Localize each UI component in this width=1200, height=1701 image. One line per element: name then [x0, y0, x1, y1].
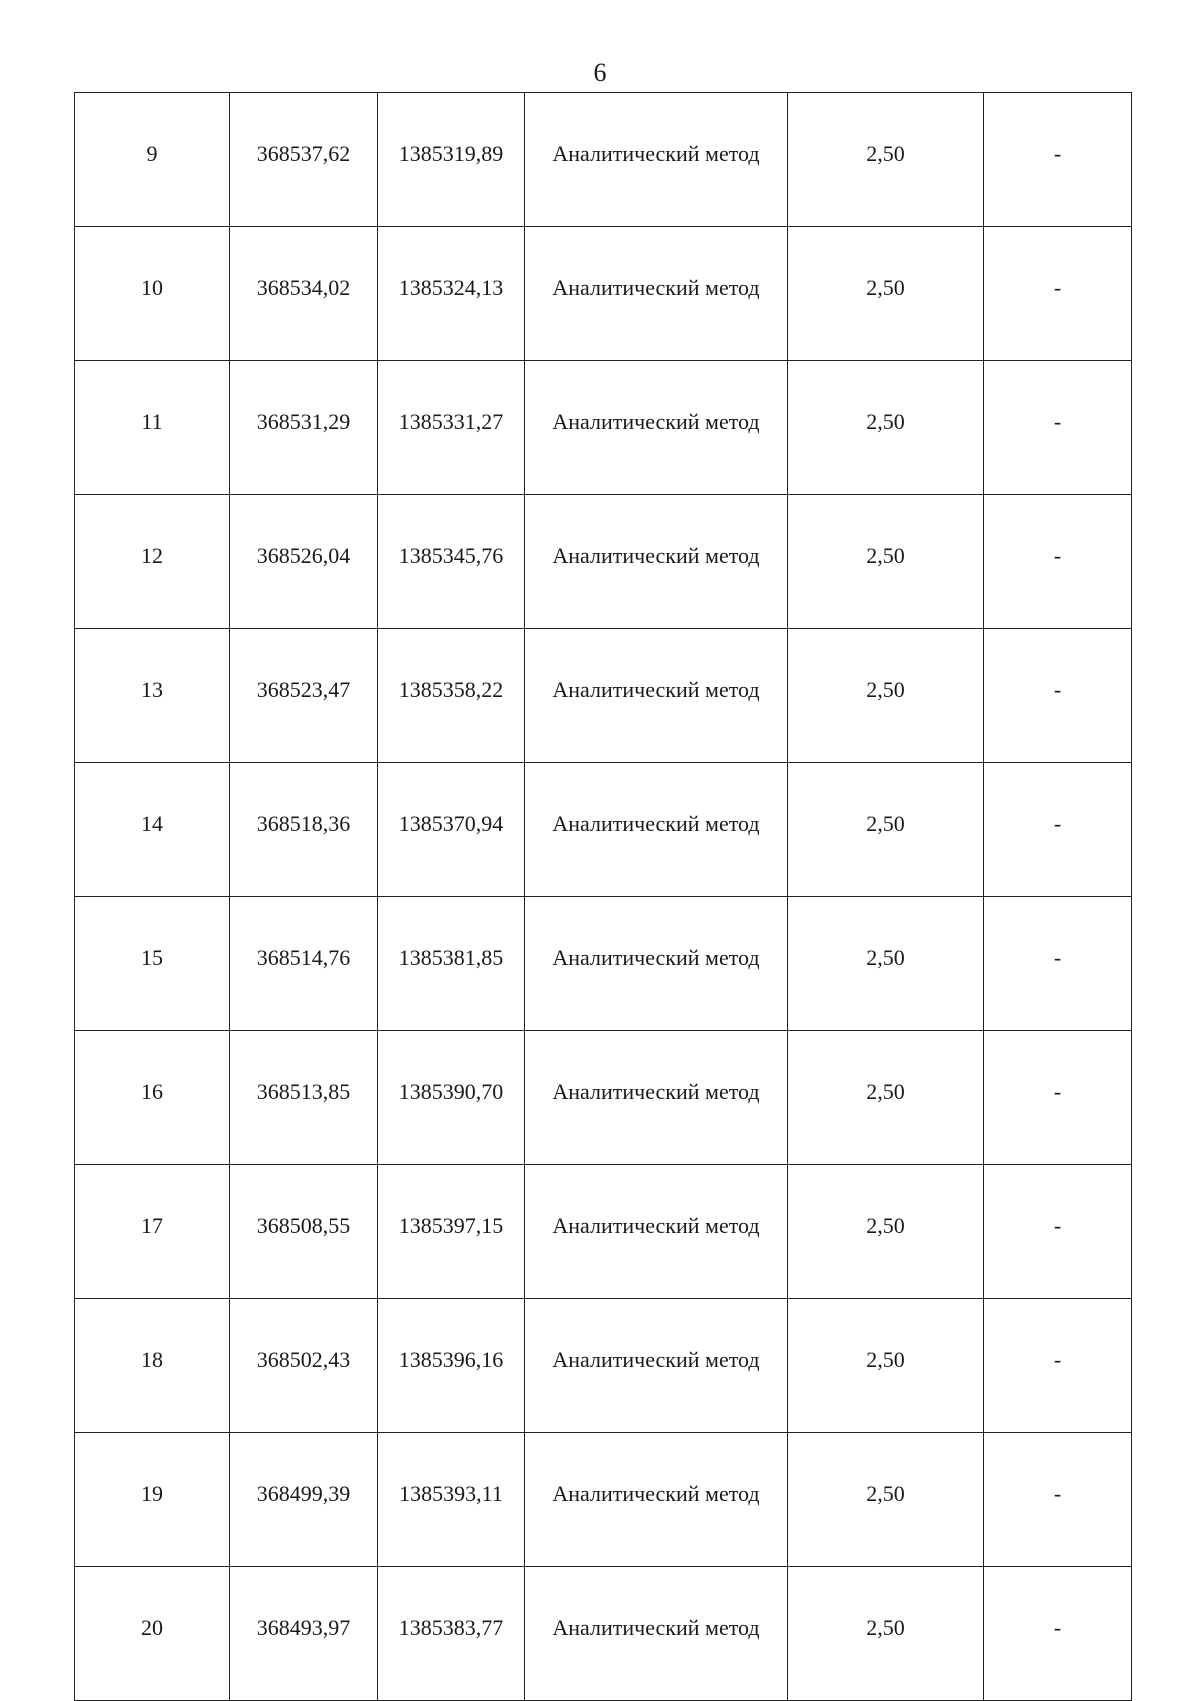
point-number-cell: 10: [75, 227, 230, 361]
point-number-cell: 16: [75, 1031, 230, 1165]
y-coordinate-cell: 1385396,16: [378, 1299, 525, 1433]
table-row: [75, 763, 1132, 897]
x-coordinate-cell: 368518,36: [230, 763, 378, 897]
point-number-cell: 12: [75, 495, 230, 629]
accuracy-cell: 2,50: [788, 1567, 984, 1701]
y-coordinate-cell: 1385319,89: [378, 93, 525, 227]
point-number-cell: 17: [75, 1165, 230, 1299]
x-coordinate-cell: 368523,47: [230, 629, 378, 763]
coordinates-table-body: [75, 93, 1132, 1701]
x-coordinate-cell: 368526,04: [230, 495, 378, 629]
note-cell: -: [984, 361, 1132, 495]
method-cell: Аналитический метод: [525, 629, 788, 763]
y-coordinate-cell: 1385381,85: [378, 897, 525, 1031]
y-coordinate-cell: 1385345,76: [378, 495, 525, 629]
table-row: [75, 361, 1132, 495]
accuracy-cell: 2,50: [788, 629, 984, 763]
method-cell: Аналитический метод: [525, 227, 788, 361]
method-cell: Аналитический метод: [525, 1433, 788, 1567]
y-coordinate-cell: 1385370,94: [378, 763, 525, 897]
table-row: [75, 93, 1132, 227]
x-coordinate-cell: 368531,29: [230, 361, 378, 495]
accuracy-cell: 2,50: [788, 361, 984, 495]
note-cell: -: [984, 495, 1132, 629]
x-coordinate-cell: 368493,97: [230, 1567, 378, 1701]
accuracy-cell: 2,50: [788, 897, 984, 1031]
x-coordinate-cell: 368513,85: [230, 1031, 378, 1165]
method-cell: Аналитический метод: [525, 1299, 788, 1433]
y-coordinate-cell: 1385390,70: [378, 1031, 525, 1165]
table-row: [75, 629, 1132, 763]
note-cell: -: [984, 897, 1132, 1031]
point-number-cell: 14: [75, 763, 230, 897]
method-cell: Аналитический метод: [525, 361, 788, 495]
note-cell: -: [984, 1165, 1132, 1299]
coordinates-table: [74, 92, 1132, 1701]
point-number-cell: 9: [75, 93, 230, 227]
note-cell: -: [984, 763, 1132, 897]
y-coordinate-cell: 1385331,27: [378, 361, 525, 495]
accuracy-cell: 2,50: [788, 1165, 984, 1299]
point-number-cell: 11: [75, 361, 230, 495]
y-coordinate-cell: 1385393,11: [378, 1433, 525, 1567]
accuracy-cell: 2,50: [788, 93, 984, 227]
note-cell: -: [984, 93, 1132, 227]
x-coordinate-cell: 368499,39: [230, 1433, 378, 1567]
page-number: 6: [593, 58, 607, 87]
point-number-cell: 18: [75, 1299, 230, 1433]
note-cell: -: [984, 629, 1132, 763]
table-row: [75, 1567, 1132, 1701]
point-number-cell: 13: [75, 629, 230, 763]
note-cell: -: [984, 227, 1132, 361]
note-cell: -: [984, 1433, 1132, 1567]
y-coordinate-cell: 1385324,13: [378, 227, 525, 361]
x-coordinate-cell: 368534,02: [230, 227, 378, 361]
table-row: [75, 897, 1132, 1031]
accuracy-cell: 2,50: [788, 1433, 984, 1567]
x-coordinate-cell: 368502,43: [230, 1299, 378, 1433]
table-row: [75, 1433, 1132, 1567]
method-cell: Аналитический метод: [525, 1567, 788, 1701]
table-row: [75, 1031, 1132, 1165]
method-cell: Аналитический метод: [525, 1031, 788, 1165]
note-cell: -: [984, 1299, 1132, 1433]
point-number-cell: 19: [75, 1433, 230, 1567]
accuracy-cell: 2,50: [788, 227, 984, 361]
accuracy-cell: 2,50: [788, 495, 984, 629]
table-row: [75, 1299, 1132, 1433]
x-coordinate-cell: 368508,55: [230, 1165, 378, 1299]
method-cell: Аналитический метод: [525, 1165, 788, 1299]
accuracy-cell: 2,50: [788, 1031, 984, 1165]
note-cell: -: [984, 1567, 1132, 1701]
table-row: [75, 495, 1132, 629]
accuracy-cell: 2,50: [788, 763, 984, 897]
y-coordinate-cell: 1385397,15: [378, 1165, 525, 1299]
table-row: [75, 227, 1132, 361]
note-cell: -: [984, 1031, 1132, 1165]
y-coordinate-cell: 1385383,77: [378, 1567, 525, 1701]
point-number-cell: 20: [75, 1567, 230, 1701]
x-coordinate-cell: 368514,76: [230, 897, 378, 1031]
method-cell: Аналитический метод: [525, 897, 788, 1031]
point-number-cell: 15: [75, 897, 230, 1031]
x-coordinate-cell: 368537,62: [230, 93, 378, 227]
accuracy-cell: 2,50: [788, 1299, 984, 1433]
table-row: [75, 1165, 1132, 1299]
y-coordinate-cell: 1385358,22: [378, 629, 525, 763]
method-cell: Аналитический метод: [525, 763, 788, 897]
method-cell: Аналитический метод: [525, 93, 788, 227]
method-cell: Аналитический метод: [525, 495, 788, 629]
